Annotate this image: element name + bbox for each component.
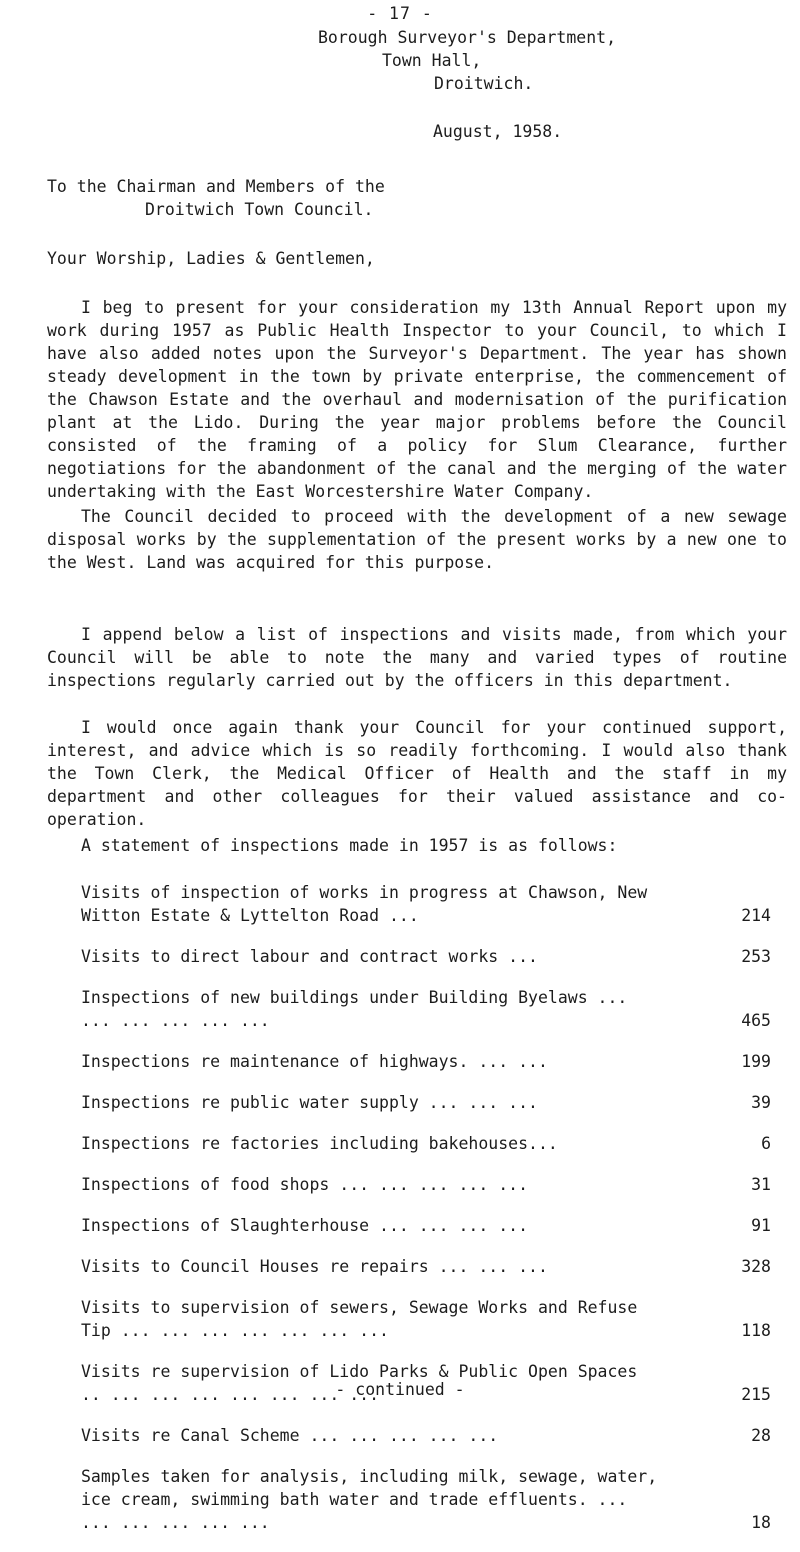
salutation: Your Worship, Ladies & Gentlemen, [47,249,375,268]
list-item [81,1091,771,1114]
paragraph-thanks: I would once again thank your Council for your continued support, interest, and advice which is so readily forthcoming. I would also thank the Town Clerk, the Medical Officer of Health and the staff in my department and other colleagues for their valued assistance and co-operation. [47,718,787,829]
town-name: Droitwich. [434,74,534,93]
inspection-count: 199 [741,1052,771,1071]
addressee [47,175,385,221]
sender-address [318,26,616,95]
inspection-label: Inspections re maintenance of highways. ... ... [81,1052,548,1071]
inspection-label: Inspections of Slaughterhouse ... ... ... ... [81,1216,529,1235]
inspection-label: Visits of inspection of works in progress at Chawson, New Witton Estate & Lyttelton Road ... [81,883,648,925]
list-item [81,1424,771,1447]
inspection-count: 253 [741,947,771,966]
inspection-label: Visits to supervision of sewers, Sewage Works and Refuse Tip ... ... ... ... ... ... ... [81,1298,638,1340]
inspection-count: 465 [741,1011,771,1030]
list-item [81,1173,771,1196]
list-item [81,1465,771,1534]
inspection-count: 6 [761,1134,771,1153]
list-item [81,1214,771,1237]
inspection-count: 118 [741,1321,771,1340]
inspection-count: 215 [741,1385,771,1404]
inspection-count: 214 [741,906,771,925]
continued-note: - continued - [335,1380,465,1399]
paragraph-sewage-works: The Council decided to proceed with the development of a new sewage disposal works by the supplementation of the present works by a new one to the West. Land was acquired for this purpose. [47,507,787,572]
list-item [81,986,771,1032]
paragraph-inspections-list: I append below a list of inspections and visits made, from which your Council will be able to note the many and varied types of routine inspections regularly carried out by the officers in this department. [47,625,787,690]
inspection-label: Visits to direct labour and contract works ... [81,947,538,966]
inspection-label: Samples taken for analysis, including milk, sewage, water, ice cream, swimming bath water and trade effluents. ... ... ... ... ... ... [81,1467,658,1532]
list-item [81,1132,771,1155]
list-item [81,945,771,968]
inspection-label: Inspections of new buildings under Building Byelaws ... ... ... ... ... ... [81,988,628,1030]
inspection-count: 28 [751,1426,771,1445]
letter-date: August, 1958. [433,122,563,141]
department-name: Borough Surveyor's Department, [318,28,617,47]
list-item [81,1255,771,1278]
inspection-count: 18 [751,1513,771,1532]
building-name: Town Hall, [382,51,482,70]
inspection-count: 328 [741,1257,771,1276]
page-number: - 17 - [367,4,433,23]
paragraph-annual-report: I beg to present for your consideration my 13th Annual Report upon my work during 1957 as Public Health Inspector to your Council, to which I have also added notes upon the Surveyor's Department. The year has shown steady development in the town by private enterprise, the commencement of the Chawson Estate and the overhaul and modernisation of the purification plant at the Lido. During the year major problems before the Council consisted of the framing of a policy for Slum Clearance, further negotiations for the abandonment of the canal and the merging of the water undertaking with the East Worcestershire Water Company. [47,298,787,501]
inspection-label: Inspections of food shops ... ... ... ... ... [81,1175,529,1194]
inspection-label: Visits re Canal Scheme ... ... ... ... ... [81,1426,499,1445]
list-item [81,881,771,927]
list-item [81,1296,771,1342]
inspection-count: 31 [751,1175,771,1194]
inspection-label: Visits re supervision of Lido Parks & Public Open Spaces .. ... ... ... ... ... ... ... [81,1362,638,1404]
inspections-list [81,881,771,1552]
addressee-line-1: To the Chairman and Members of the [47,177,385,196]
inspection-count: 91 [751,1216,771,1235]
addressee-line-2: Droitwich Town Council. [145,200,374,219]
inspection-label: Visits to Council Houses re repairs ... ... ... [81,1257,548,1276]
inspection-label: Inspections re factories including bakehouses... [81,1134,558,1153]
inspection-count: 39 [751,1093,771,1112]
inspection-label: Inspections re public water supply ... ... ... [81,1093,538,1112]
statement-intro: A statement of inspections made in 1957 is as follows: [81,836,618,855]
list-item [81,1050,771,1073]
